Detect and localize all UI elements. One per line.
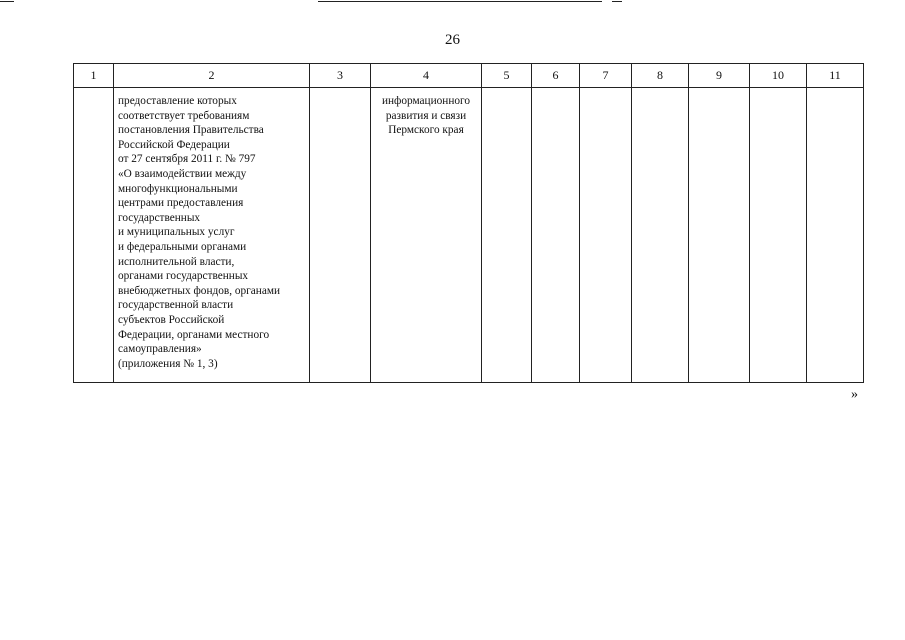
table-cell xyxy=(750,88,807,383)
scan-artifact-line xyxy=(612,1,622,2)
table-cell xyxy=(114,88,310,383)
table-cell xyxy=(371,88,482,383)
table-cell xyxy=(532,88,580,383)
table-header-row xyxy=(74,64,864,88)
cell-col-9 xyxy=(689,88,749,94)
table-cell xyxy=(74,88,114,383)
column-header: 8 xyxy=(632,64,689,88)
column-header: 6 xyxy=(532,64,580,88)
column-header: 7 xyxy=(580,64,632,88)
column-header: 4 xyxy=(371,64,482,88)
column-header: 5 xyxy=(482,64,532,88)
column-header: 10 xyxy=(750,64,807,88)
column-header: 1 xyxy=(74,64,114,88)
cell-col-2-description: предоставление которых соответствует требованиям постановления Правительства Российской Федерации от 27 сентября 2011 г. № 797 «О взаимодействии между многофункциональными центрами предоставления государственных и муниципальных услуг и федеральными органами исполнительной власти, органами государственных внебюджетных фондов, органами государственной власти субъектов Российской Федерации, органами местного самоуправления» (приложения № 1, 3) xyxy=(118,95,281,370)
table-row xyxy=(74,88,864,383)
scan-artifact-line xyxy=(318,1,602,2)
table-cell xyxy=(689,88,750,383)
cell-col-4-responsible: информационного развития и связи Пермского края xyxy=(381,95,471,137)
closing-quote-mark: » xyxy=(851,387,858,402)
page-number: 26 xyxy=(445,32,460,48)
cell-col-3 xyxy=(310,88,370,94)
column-header: 2 xyxy=(114,64,310,88)
cell-col-11 xyxy=(807,88,863,94)
cell-col-10 xyxy=(750,88,806,94)
table-cell xyxy=(310,88,371,383)
cell-col-8 xyxy=(632,88,688,94)
cell-col-5 xyxy=(482,88,531,94)
scan-artifact-line xyxy=(0,1,14,2)
table-cell xyxy=(807,88,864,383)
table-cell xyxy=(482,88,532,383)
column-header: 3 xyxy=(310,64,371,88)
column-header: 11 xyxy=(807,64,864,88)
column-header: 9 xyxy=(689,64,750,88)
cell-col-7 xyxy=(580,88,631,94)
table-cell xyxy=(632,88,689,383)
table-cell xyxy=(580,88,632,383)
data-table xyxy=(73,63,864,383)
cell-col-6 xyxy=(532,88,579,94)
cell-col-1 xyxy=(74,88,113,94)
